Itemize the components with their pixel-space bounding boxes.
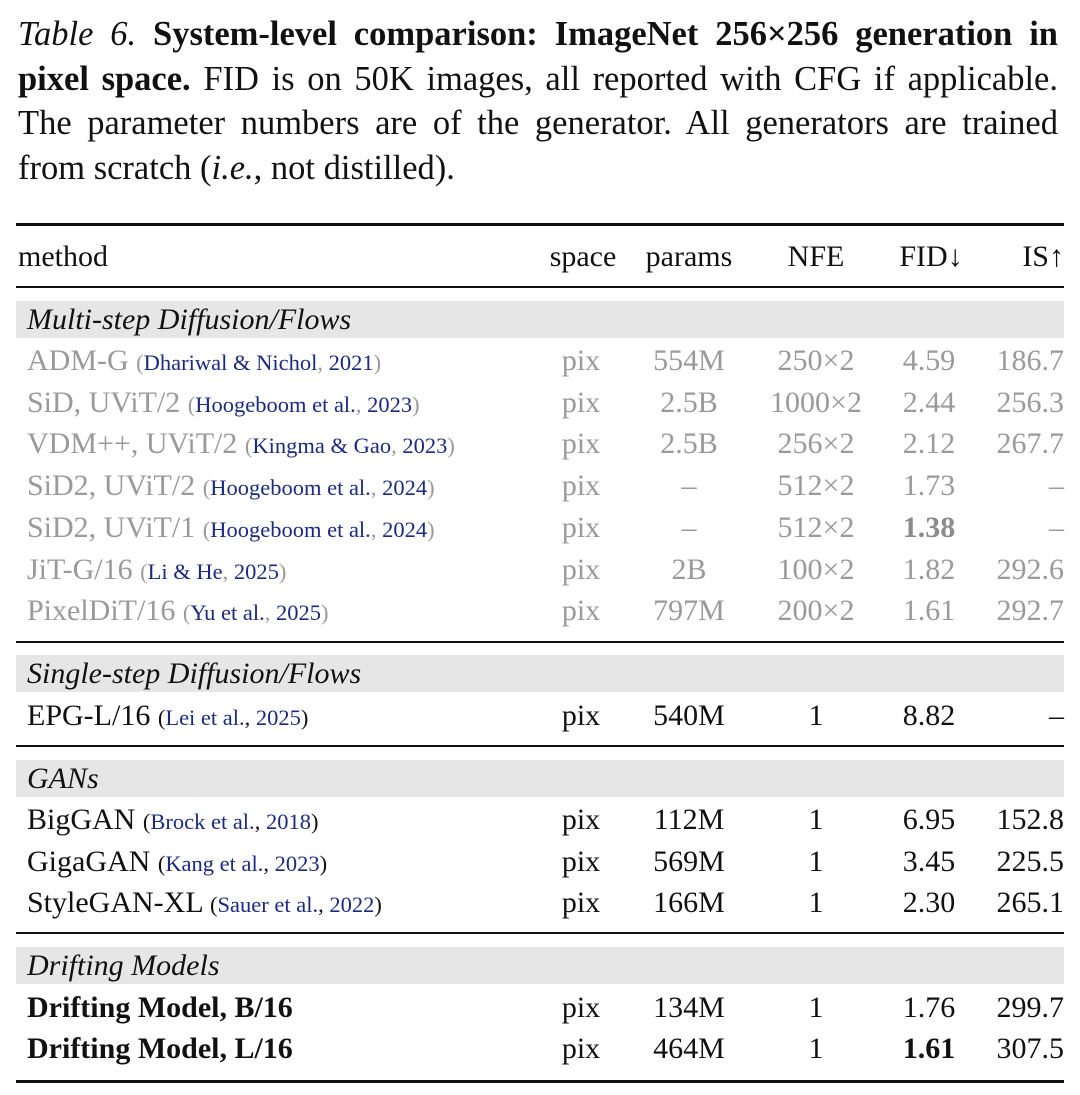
citation-year[interactable]: 2025 [275,600,321,625]
table-caption [18,12,1058,190]
is-cell: 267.7 [996,427,1064,460]
section-title: GANs [27,762,99,795]
is-cell: 307.5 [996,1032,1064,1065]
citation-year[interactable]: 2022 [329,892,375,917]
section-rule-1 [16,641,1064,643]
params-cell: 569M [653,845,725,878]
citation[interactable]: Kingma & Gao [252,433,392,458]
section-title: Single-step Diffusion/Flows [27,657,362,690]
nfe-cell: 1 [808,1032,824,1065]
nfe-cell: 512×2 [777,469,855,502]
citation[interactable]: Hoogeboom et al. [195,392,356,417]
fid-cell: 2.44 [902,386,956,419]
space-cell: pix [561,991,601,1024]
caption-label: Table 6. [18,15,137,53]
is-cell: 256.3 [996,386,1064,419]
col-header-is: IS↑ [1022,240,1064,273]
citation[interactable]: Lei et al. [165,705,245,730]
method-name: SiD2, UViT/2 [27,469,196,502]
space-cell: pix [561,1032,601,1065]
nfe-cell: 1 [808,886,824,919]
col-header-nfe: NFE [787,240,845,273]
params-cell: 112M [653,803,725,836]
fid-cell-best: 1.61 [902,1032,956,1065]
nfe-cell: 1000×2 [770,386,862,419]
is-cell: – [1049,469,1064,502]
is-cell: 292.6 [996,553,1064,586]
params-cell: 2.5B [660,386,718,419]
fid-cell: 2.12 [902,427,956,460]
caption-ie: i.e. [211,148,254,187]
col-header-fid: FID↓ [899,240,963,273]
col-header-space: space [549,240,617,273]
citation[interactable]: Sauer et al. [217,892,319,917]
fid-cell: 3.45 [902,845,956,878]
method-name: BigGAN [27,803,136,836]
fid-cell: 1.61 [902,594,956,627]
method-name: VDM++, UViT/2 [27,427,238,460]
space-cell: pix [561,386,601,419]
params-cell: 2.5B [660,427,718,460]
method-name: StyleGAN-XL [27,886,203,919]
citation-year[interactable]: 2025 [255,705,301,730]
caption-title: System-level comparison: ImageNet 256×256 generation in pixel space. [18,15,1058,98]
section-rule-3 [16,932,1064,934]
is-cell: 299.7 [996,991,1064,1024]
fid-cell: 1.82 [902,553,956,586]
method-name: JiT-G/16 [27,553,133,586]
params-cell: 2B [671,553,707,586]
citation[interactable]: Hoogeboom et al. [210,517,371,542]
col-header-params: params [645,240,733,273]
space-cell: pix [561,553,601,586]
nfe-cell: 1 [808,803,824,836]
is-cell: 265.1 [996,886,1064,919]
caption-body-1: FID is on 50K images, all reported with CFG if applicable. The parameter numbers are of the generator. All generators are trained from scratch ( [18,59,1058,187]
bottom-rule [16,1080,1064,1083]
space-cell: pix [561,427,601,460]
space-cell: pix [561,845,601,878]
fid-cell: 6.95 [902,803,956,836]
citation-year[interactable]: 2024 [382,517,428,542]
citation[interactable]: Dhariwal & Nichol [143,350,318,375]
space-cell: pix [561,594,601,627]
nfe-cell: 1 [808,991,824,1024]
citation[interactable]: Hoogeboom et al. [210,475,371,500]
params-cell: 554M [653,344,725,377]
citation-year[interactable]: 2025 [233,559,279,584]
params-cell: – [681,469,697,502]
method-name: SiD2, UViT/1 [27,511,196,544]
params-cell: 797M [653,594,725,627]
is-cell: 225.5 [996,845,1064,878]
params-cell: 540M [653,699,725,732]
is-cell: 292.7 [996,594,1064,627]
space-cell: pix [561,886,601,919]
is-cell: 186.7 [996,344,1064,377]
params-cell: 134M [653,991,725,1024]
col-header-method: method [18,240,108,273]
space-cell: pix [561,469,601,502]
fid-cell: 4.59 [902,344,956,377]
citation-year[interactable]: 2018 [265,809,311,834]
nfe-cell: 512×2 [777,511,855,544]
method-name: Drifting Model, B/16 [27,991,293,1024]
fid-cell-best: 1.38 [902,511,956,544]
nfe-cell: 1 [808,699,824,732]
fid-cell: 2.30 [902,886,956,919]
space-cell: pix [561,699,601,732]
citation[interactable]: Kang et al. [165,851,264,876]
is-cell: 152.8 [996,803,1064,836]
nfe-cell: 100×2 [777,553,855,586]
nfe-cell: 1 [808,845,824,878]
section-title: Drifting Models [27,949,220,982]
top-rule [16,223,1064,226]
caption-body-2: , not distilled). [253,148,455,187]
citation[interactable]: Li & He [147,559,223,584]
params-cell: 464M [653,1032,725,1065]
section-rule-2 [16,745,1064,747]
fid-cell: 1.76 [902,991,956,1024]
fid-cell: 8.82 [902,699,956,732]
citation-year[interactable]: 2023 [274,851,320,876]
params-cell: 166M [653,886,725,919]
space-cell: pix [561,803,601,836]
is-cell: – [1049,511,1064,544]
space-cell: pix [561,344,601,377]
method-name: PixelDiT/16 [27,594,176,627]
is-cell: – [1049,699,1064,732]
fid-cell: 1.73 [902,469,956,502]
citation-year[interactable]: 2023 [402,433,448,458]
header-rule [16,286,1064,288]
nfe-cell: 200×2 [777,594,855,627]
method-name: GigaGAN [27,845,151,878]
nfe-cell: 256×2 [777,427,855,460]
section-header-gans [16,760,1064,797]
space-cell: pix [561,511,601,544]
citation-year[interactable]: 2023 [367,392,413,417]
method-name: EPG-L/16 [27,699,151,732]
citation[interactable]: Yu et al. [190,600,265,625]
method-name: ADM-G [27,344,129,377]
citation-year[interactable]: 2024 [382,475,428,500]
citation-year[interactable]: 2021 [328,350,374,375]
section-title: Multi-step Diffusion/Flows [27,303,352,336]
nfe-cell: 250×2 [777,344,855,377]
method-name: Drifting Model, L/16 [27,1032,293,1065]
method-name: SiD, UViT/2 [27,386,181,419]
citation[interactable]: Brock et al. [150,809,255,834]
params-cell: – [681,511,697,544]
